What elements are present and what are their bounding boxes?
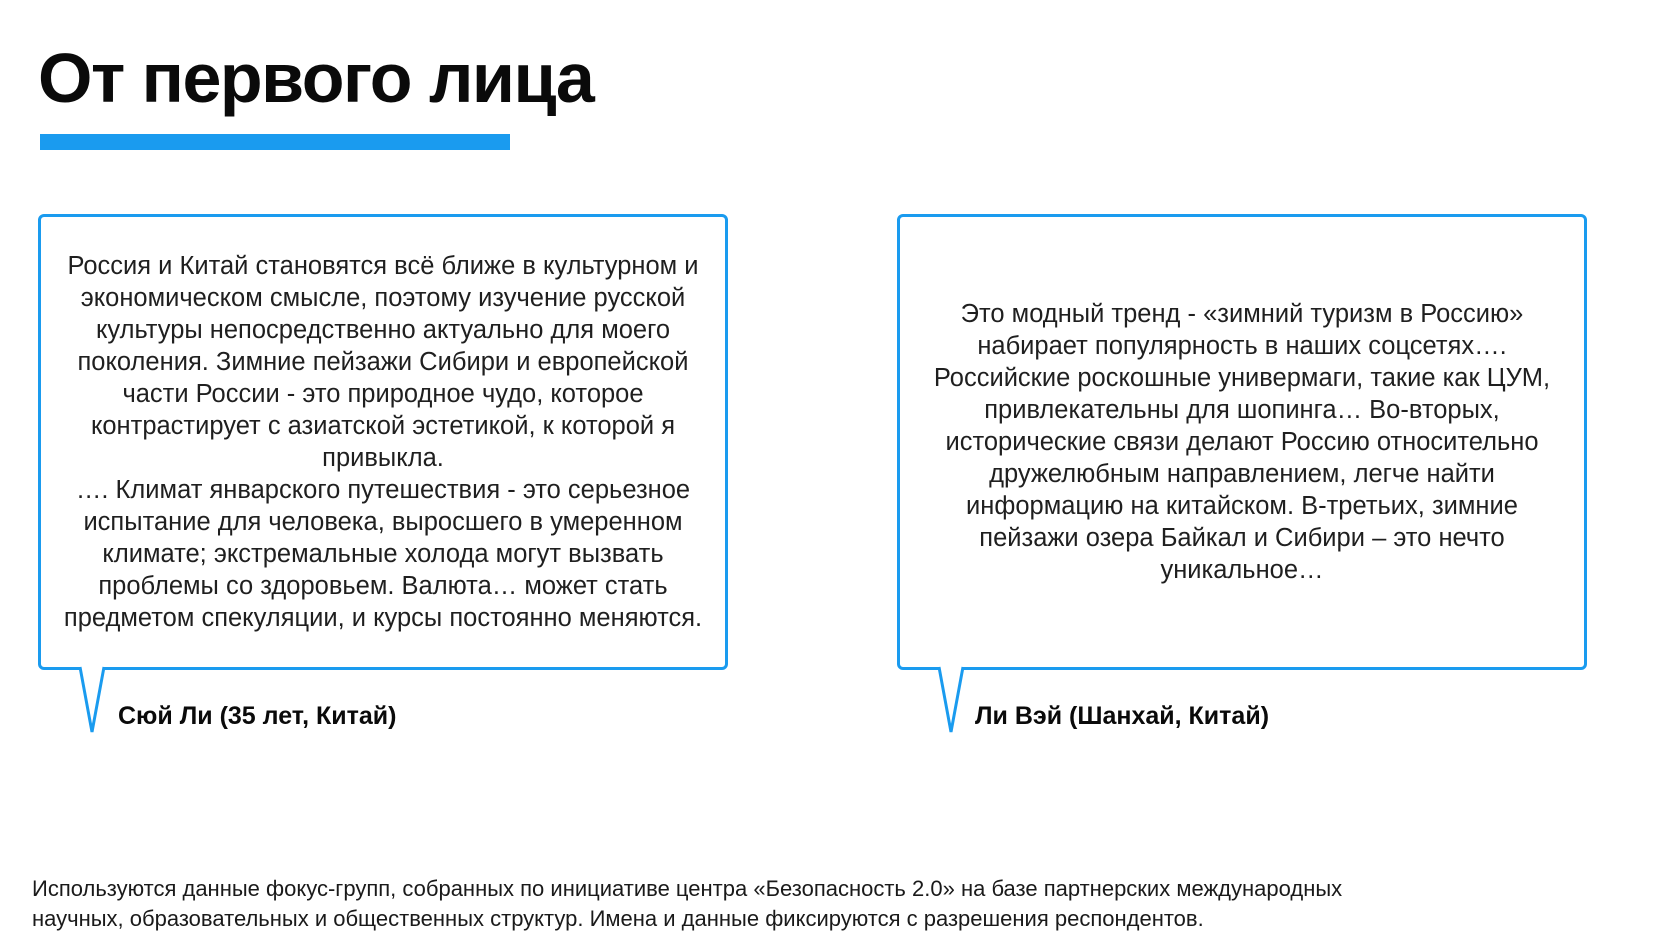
title-underline xyxy=(40,134,510,150)
quote-text-2: Это модный тренд - «зимний туризм в Россию» набирает популярность в наших соцсетях…. Российские роскошные универмаги, такие как ЦУМ, привлекательны для шопинга… Во-вторых, исторические связи делают Россию относительно дружелюбным направлением, легче найти информацию на китайском. В-третьих, зимние пейзажи озера Байкал и Сибири – это нечто уникальное… xyxy=(933,300,1551,584)
quote-author-1: Сюй Ли (35 лет, Китай) xyxy=(118,702,397,730)
speech-bubble-2 xyxy=(897,214,1587,670)
quote-card-1 xyxy=(38,214,728,734)
speech-bubble-tail-1 xyxy=(78,666,118,738)
page-title: От первого лица xyxy=(38,39,594,117)
speech-bubble-1 xyxy=(38,214,728,670)
quote-card-2 xyxy=(897,214,1587,734)
quote-text-1: Россия и Китай становятся всё ближе в культурном и экономическом смысле, поэтому изучение русской культуры непосредственно актуально для моего поколения. Зимние пейзажи Сибири и европейской части России - это природное чудо, которое контрастирует с азиатской эстетикой, к которой я привыкла. …. Климат январского путешествия - это серьезное испытание для человека, выросшего в умеренном климате; экстремальные холода могут вызвать проблемы со здоровьем. Валюта… может стать предметом спекуляции, и курсы постоянно меняются. xyxy=(63,252,703,632)
footnote: Используются данные фокус-групп, собранных по инициативе центра «Безопасность 2.0» на базе партнерских международных научных, образовательных и общественных структур. Имена и данные фиксируются с разрешения респондентов. xyxy=(32,876,1343,931)
speech-bubble-tail-2 xyxy=(937,666,977,738)
quote-author-2: Ли Вэй (Шанхай, Китай) xyxy=(975,702,1270,730)
